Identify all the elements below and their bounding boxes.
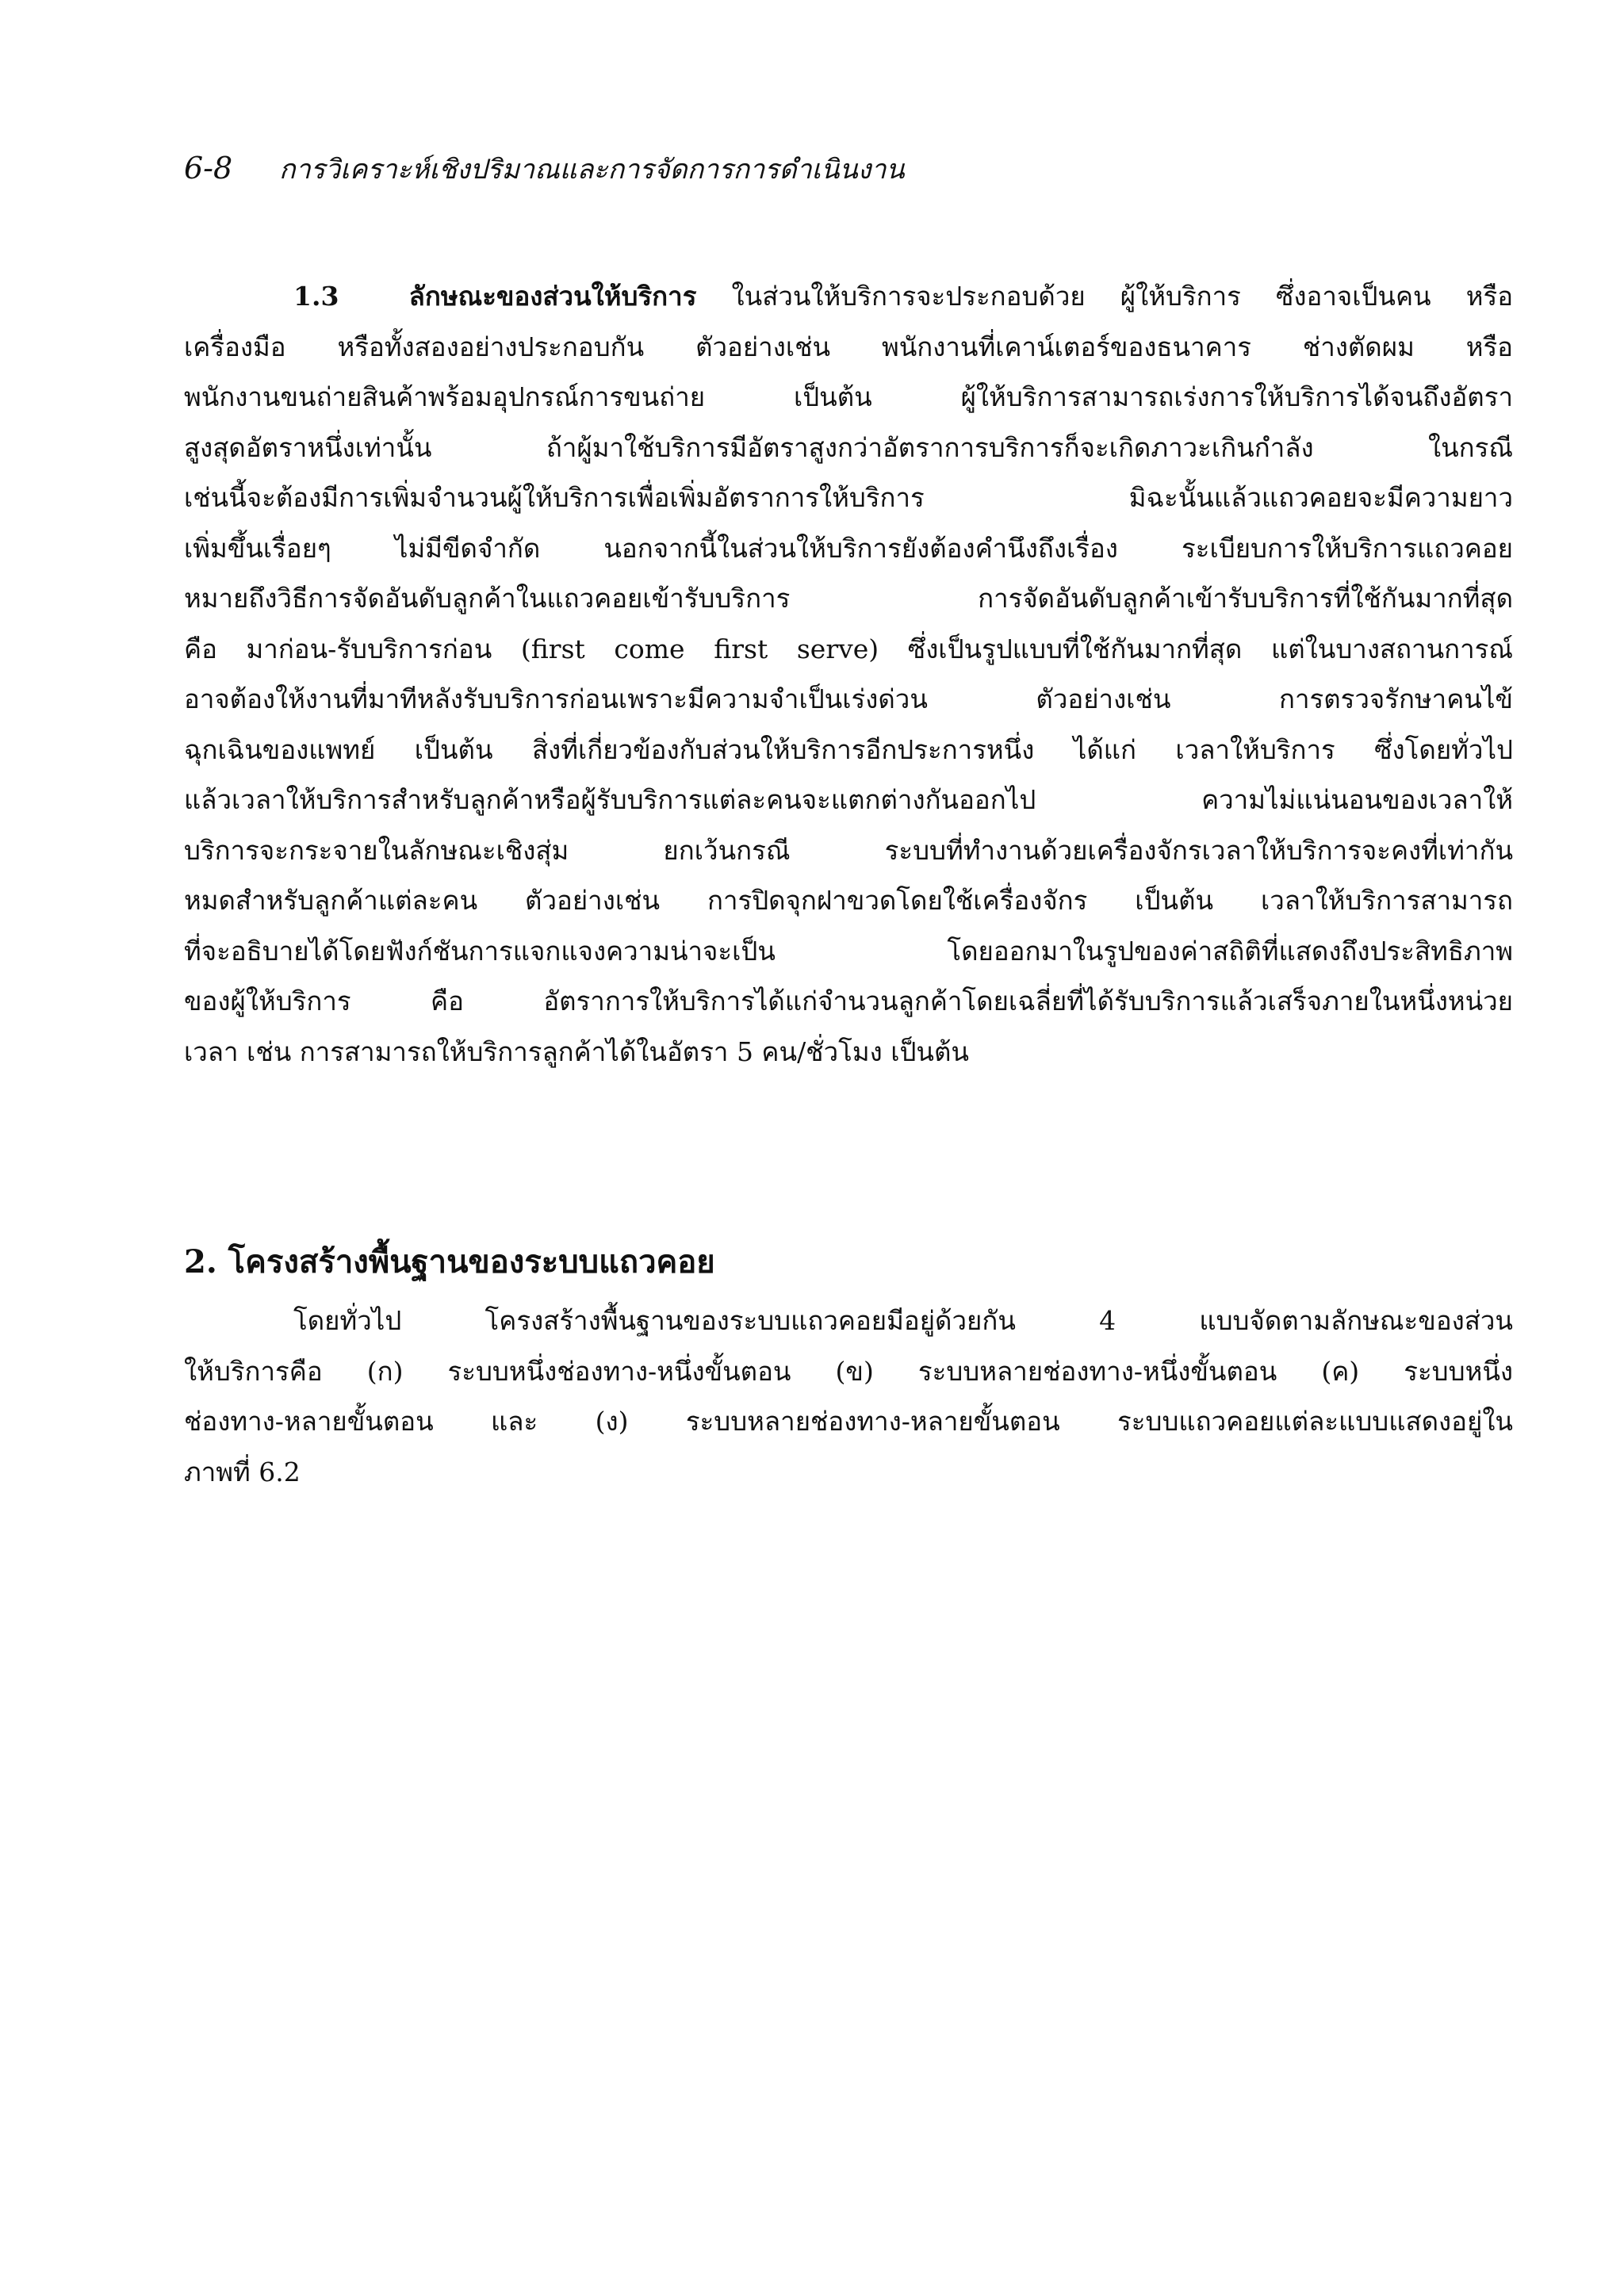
paragraph-line: อาจต้องให้งานที่มาทีหลังรับบริการก่อนเพราะมีความจำเป็นเร่งด่วน ตัวอย่างเช่น การตรวจรักษาคนไข้ [184, 683, 1513, 714]
subsection-number: 1.3 [293, 281, 339, 312]
section-2-heading: 2. โครงสร้างพื้นฐานของระบบแถวคอย [184, 1243, 715, 1280]
section-2-body [184, 1296, 1513, 1497]
paragraph-line: คือ มาก่อน-รับบริการก่อน (first come first serve) ซึ่งเป็นรูปแบบที่ใช้กันมากที่สุด แต่ในบางสถานการณ์ [184, 633, 1513, 664]
paragraph-line: พนักงานขนถ่ายสินค้าพร้อมอุปกรณ์การขนถ่าย เป็นต้น ผู้ให้บริการสามารถเร่งการให้บริการได้จนถึงอัตรา [184, 381, 1513, 412]
paragraph-line: เวลา เช่น การสามารถให้บริการลูกค้าได้ในอัตรา 5 คน/ชั่วโมง เป็นต้น [184, 1035, 969, 1067]
paragraph-line: แล้วเวลาให้บริการสำหรับลูกค้าหรือผู้รับบริการแต่ละคนจะแตกต่างกันออกไป ความไม่แน่นอนของเวลาให้ [184, 784, 1513, 815]
paragraph-line: เพิ่มขึ้นเรื่อยๆ ไม่มีขีดจำกัด นอกจากนี้ในส่วนให้บริการยังต้องคำนึงถึงเรื่อง ระเบียบการให้บริการแถวคอย [184, 532, 1513, 564]
page-number: 6-8 [184, 151, 233, 186]
paragraph-line: โดยทั่วไป โครงสร้างพื้นฐานของระบบแถวคอยมีอยู่ด้วยกัน 4 แบบจัดตามลักษณะของส่วน [293, 1305, 1513, 1336]
paragraph-line: เครื่องมือ หรือทั้งสองอย่างประกอบกัน ตัวอย่างเช่น พนักงานที่เคาน์เตอร์ของธนาคาร ช่างตัดผม หรือ [184, 331, 1513, 362]
paragraph-line: ฉุกเฉินของแพทย์ เป็นต้น สิ่งที่เกี่ยวข้องกับส่วนให้บริการอีกประการหนึ่ง ได้แก่ เวลาให้บริการ ซึ่งโดยทั่วไป [184, 733, 1513, 765]
paragraph-line: หมายถึงวิธีการจัดอันดับลูกค้าในแถวคอยเข้ารับบริการ การจัดอันดับลูกค้าเข้ารับบริการที่ใช้กันมากที่สุด [184, 583, 1513, 614]
running-header [184, 149, 905, 189]
paragraph-line [184, 271, 1513, 322]
paragraph-line: บริการจะกระจายในลักษณะเชิงสุ่ม ยกเว้นกรณี ระบบที่ทำงานด้วยเครื่องจักรเวลาให้บริการจะคงที่เท่ากัน [184, 834, 1513, 866]
paragraph-text: ในส่วนให้บริการจะประกอบด้วย ผู้ให้บริการ ซึ่งอาจเป็นคน หรือ [731, 281, 1514, 312]
paragraph-line: ช่องทาง-หลายขั้นตอน และ (ง) ระบบหลายช่องทาง-หลายขั้นตอน ระบบแถวคอยแต่ละแบบแสดงอยู่ใน [184, 1406, 1513, 1437]
paragraph-line: ของผู้ให้บริการ คือ อัตราการให้บริการได้แก่จำนวนลูกค้าโดยเฉลี่ยที่ได้รับบริการแล้วเสร็จภายในหนึ่งหน่วย [184, 986, 1513, 1016]
subsection-title: ลักษณะของส่วนให้บริการ [408, 281, 697, 312]
paragraph-line: ภาพที่ 6.2 [184, 1456, 301, 1487]
paragraph-line: สูงสุดอัตราหนึ่งเท่านั้น ถ้าผู้มาใช้บริการมีอัตราสูงกว่าอัตราการบริการก็จะเกิดภาวะเกินกำลัง ในกรณี [184, 431, 1513, 463]
paragraph-line: เช่นนี้จะต้องมีการเพิ่มจำนวนผู้ให้บริการเพื่อเพิ่มอัตราการให้บริการ มิฉะนั้นแล้วแถวคอยจะมีความยาว [184, 482, 1513, 513]
book-title: การวิเคราะห์เชิงปริมาณและการจัดการการดำเนินงาน [279, 154, 905, 186]
paragraph-line: ที่จะอธิบายได้โดยฟังก์ชันการแจกแจงความน่าจะเป็น โดยออกมาในรูปของค่าสถิติที่แสดงถึงประสิทธิภาพ [184, 935, 1513, 967]
section-1-3 [184, 271, 1513, 1077]
paragraph-line: ให้บริการคือ (ก) ระบบหนึ่งช่องทาง-หนึ่งขั้นตอน (ข) ระบบหลายช่องทาง-หนึ่งขั้นตอน (ค) ระบบหนึ่ง [184, 1355, 1513, 1387]
paragraph-line: หมดสำหรับลูกค้าแต่ละคน ตัวอย่างเช่น การปิดจุกฝาขวดโดยใช้เครื่องจักร เป็นต้น เวลาให้บริการสามารถ [184, 885, 1513, 916]
